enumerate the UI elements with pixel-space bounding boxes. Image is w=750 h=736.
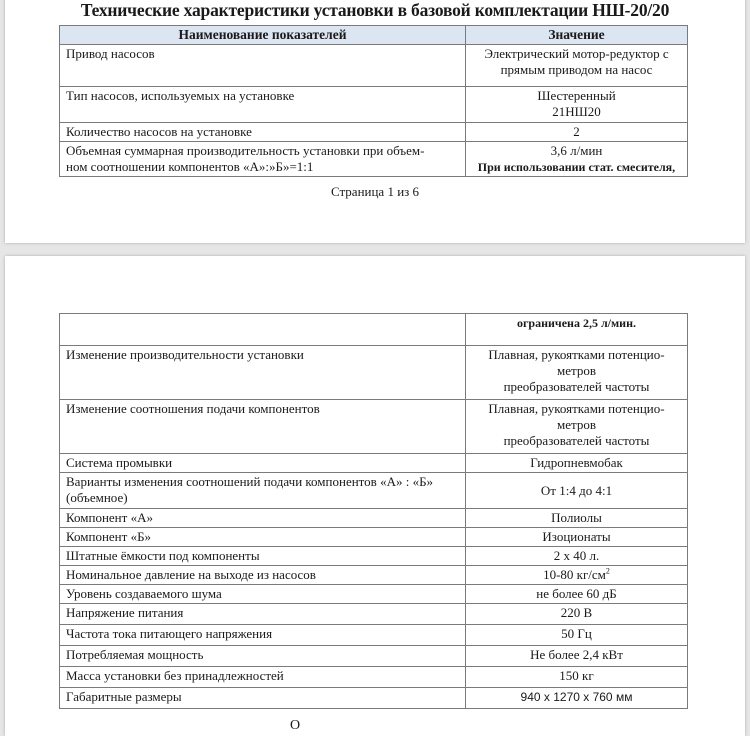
row-name: Габаритные размеры — [60, 688, 466, 709]
row-value: 220 В — [466, 604, 688, 625]
row-value: Не более 2,4 кВт — [466, 646, 688, 667]
value-line: 3,6 л/мин — [550, 143, 603, 158]
name-line: ном соотношении компонентов «А»:»Б»=1:1 — [66, 159, 314, 174]
row-name: Тип насосов, используемых на установке — [60, 87, 466, 123]
row-name: Привод насосов — [60, 45, 466, 87]
table-row — [60, 87, 688, 123]
value-line: Электрический мотор-редуктор с — [484, 46, 669, 61]
row-name: Частота тока питающего напряжения — [60, 625, 466, 646]
row-name: Масса установки без принадлежностей — [60, 667, 466, 688]
table-row — [60, 123, 688, 142]
row-name: Номинальное давление на выходе из насосов — [60, 566, 466, 585]
row-value: Полиолы — [466, 509, 688, 528]
value-superscript: 2 — [605, 566, 610, 576]
value-line-bold: При использовании стат. смесителя, — [477, 160, 676, 174]
row-value — [466, 45, 688, 87]
value-line: преобразователей частоты — [503, 379, 650, 394]
table-row — [60, 566, 688, 585]
row-value: Гидропневмобак — [466, 454, 688, 473]
value-line: 21НШ20 — [552, 104, 601, 119]
document-page-2 — [5, 256, 745, 736]
row-name — [60, 473, 466, 509]
specs-table-part-1 — [59, 25, 688, 177]
row-name: Штатные ёмкости под компоненты — [60, 547, 466, 566]
row-name — [60, 142, 466, 177]
table-row — [60, 625, 688, 646]
header-name: Наименование показателей — [60, 26, 466, 45]
table-row — [60, 646, 688, 667]
table-row — [60, 454, 688, 473]
table-row — [60, 688, 688, 709]
row-value: От 1:4 до 4:1 — [466, 473, 688, 509]
row-name: Изменение соотношения подачи компонентов — [60, 400, 466, 454]
table-row — [60, 473, 688, 509]
table-row — [60, 667, 688, 688]
row-name: Уровень создаваемого шума — [60, 585, 466, 604]
table-header-row — [60, 26, 688, 45]
table-row — [60, 45, 688, 87]
name-line: (объемное) — [66, 490, 128, 505]
name-line: Варианты изменения соотношений подачи компонентов «А» : «Б» — [66, 474, 434, 489]
document-title: Технические характеристики установки в базовой комплектации НШ-20/20 — [80, 0, 670, 20]
value-line: метров — [557, 363, 596, 378]
value-text: 10-80 кг/см — [543, 567, 606, 582]
name-line: Объемная суммарная производительность установки при объем- — [66, 143, 425, 158]
table-row — [60, 346, 688, 400]
specs-table-part-2 — [59, 313, 688, 709]
row-value — [466, 142, 688, 177]
row-value — [466, 346, 688, 400]
value-line: преобразователей частоты — [503, 433, 650, 448]
next-heading-fragment: О — [290, 718, 301, 733]
row-name: Количество насосов на установке — [60, 123, 466, 142]
row-name: Система промывки — [60, 454, 466, 473]
row-value: 2 х 40 л. — [466, 547, 688, 566]
value-line: прямым приводом на насос — [500, 62, 653, 77]
row-value — [466, 87, 688, 123]
value-line: метров — [557, 417, 596, 432]
row-value: не более 60 дБ — [466, 585, 688, 604]
row-value: 2 — [466, 123, 688, 142]
row-value: Изоционаты — [466, 528, 688, 547]
value-line: Плавная, рукоятками потенцио- — [488, 347, 665, 362]
row-value — [466, 566, 688, 585]
value-line: Плавная, рукоятками потенцио- — [488, 401, 665, 416]
row-value: 940 x 1270 x 760 мм — [466, 688, 688, 709]
table-row — [60, 142, 688, 177]
row-name: Потребляемая мощность — [60, 646, 466, 667]
table-row — [60, 400, 688, 454]
table-row — [60, 314, 688, 346]
row-value: 150 кг — [466, 667, 688, 688]
table-row — [60, 585, 688, 604]
table-row — [60, 528, 688, 547]
table-row — [60, 547, 688, 566]
row-value: ограничена 2,5 л/мин. — [466, 314, 688, 346]
row-value: 50 Гц — [466, 625, 688, 646]
table-row — [60, 509, 688, 528]
header-value: Значение — [466, 26, 688, 45]
row-name — [60, 314, 466, 346]
page-footer: Страница 1 из 6 — [330, 184, 420, 199]
table-row — [60, 604, 688, 625]
row-value — [466, 400, 688, 454]
row-name: Изменение производительности установки — [60, 346, 466, 400]
row-name: Компонент «Б» — [60, 528, 466, 547]
row-name: Компонент «А» — [60, 509, 466, 528]
value-line: Шестеренный — [537, 88, 616, 103]
row-name: Напряжение питания — [60, 604, 466, 625]
document-page-1 — [5, 0, 745, 243]
